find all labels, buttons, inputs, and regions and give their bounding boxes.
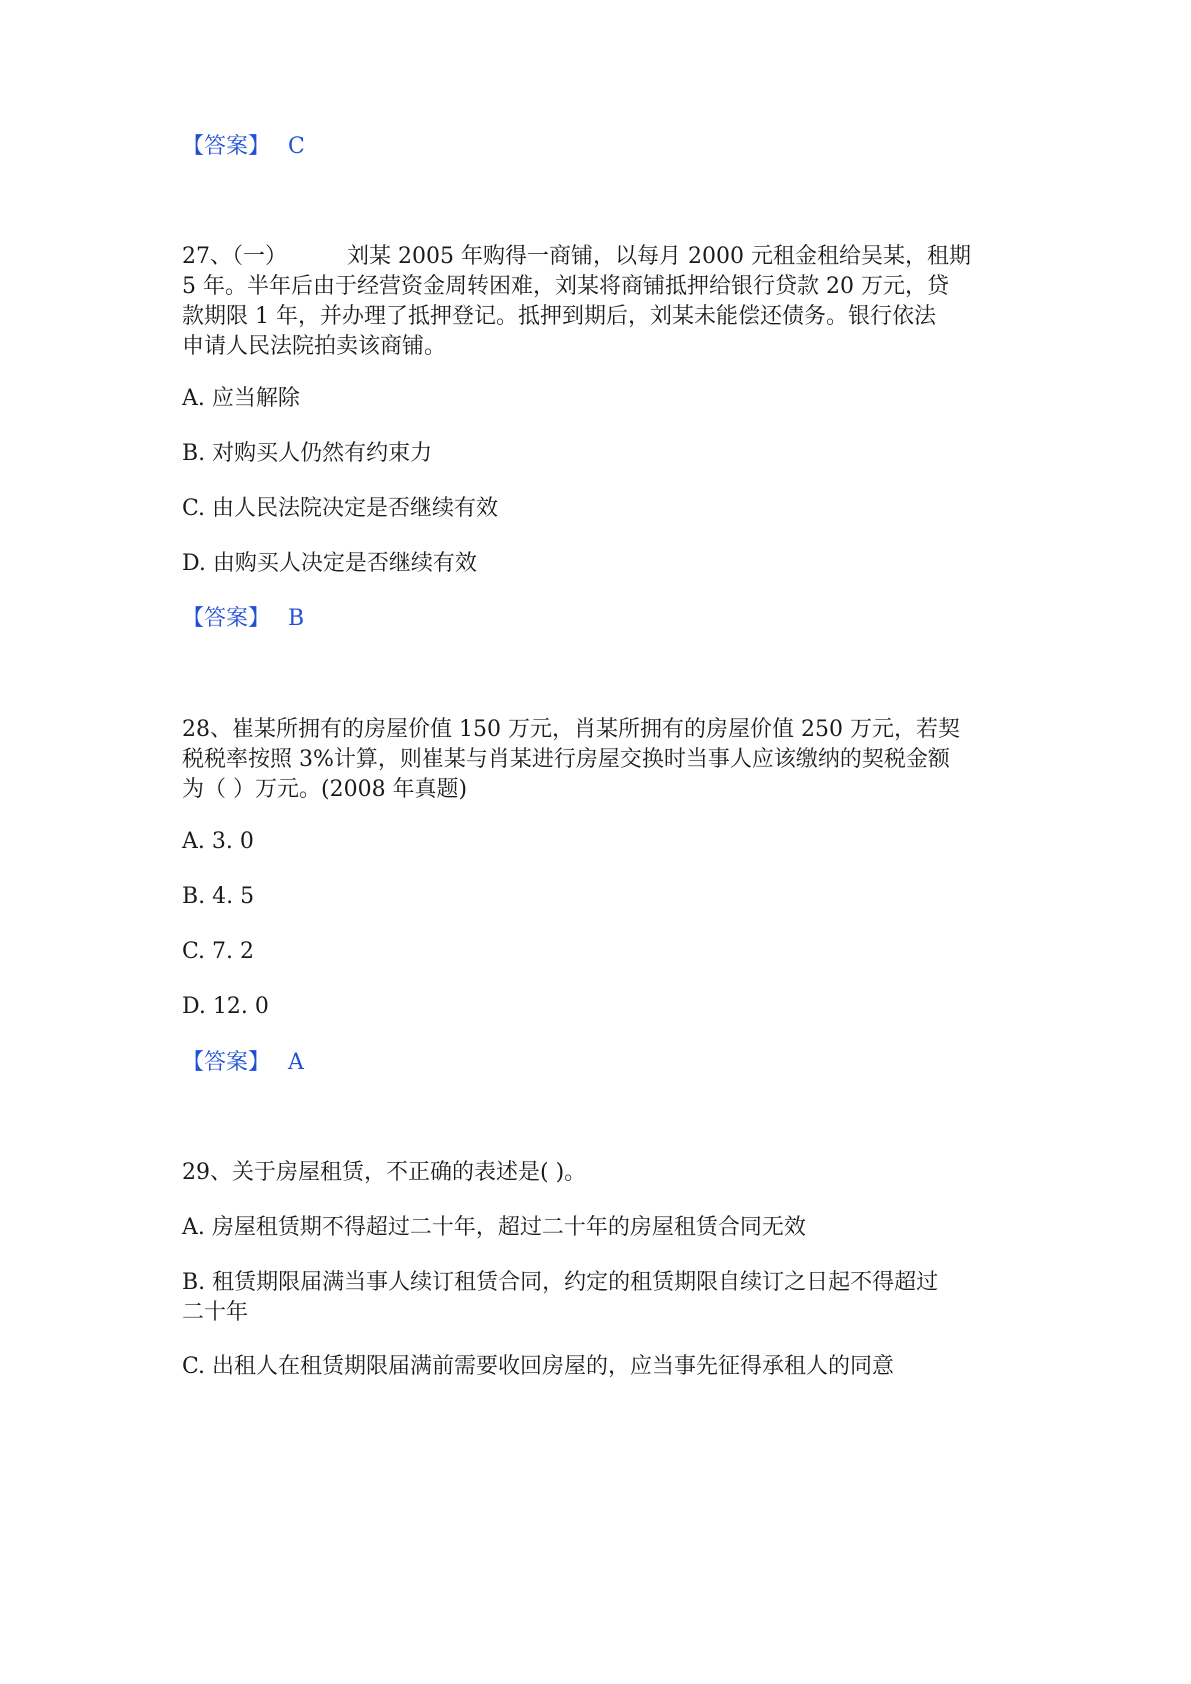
q28-option-b: B. 4. 5 (182, 884, 255, 909)
q29-option-c: C. 出租人在租赁期限届满前需要收回房屋的，应当事先征得承租人的同意 (182, 1354, 895, 1379)
answer-label: 【答案】 (182, 1050, 271, 1075)
answer-label: 【答案】 (182, 606, 271, 631)
q27-option-a: A. 应当解除 (182, 386, 300, 411)
q27-option-d: D. 由购买人决定是否继续有效 (182, 551, 477, 576)
q27-option-c: C. 由人民法院决定是否继续有效 (182, 496, 499, 521)
q26-answer (182, 132, 305, 162)
q27-stem-line-3: 款期限 1 年，并办理了抵押登记。抵押到期后，刘某未能偿还债务。银行依法 (182, 304, 936, 329)
q29-option-a: A. 房屋租赁期不得超过二十年，超过二十年的房屋租赁合同无效 (182, 1215, 806, 1240)
q28-option-c: C. 7. 2 (182, 939, 255, 964)
answer-value: C (288, 134, 305, 159)
q29-option-b-line-1: B. 租赁期限届满当事人续订租赁合同，约定的租赁期限自续订之日起不得超过 (182, 1270, 939, 1295)
answer-label: 【答案】 (182, 134, 271, 159)
q27-stem-line-2: 5 年。半年后由于经营资金周转困难，刘某将商铺抵押给银行贷款 20 万元，贷 (182, 274, 949, 299)
q27-stem-line-4: 申请人民法院拍卖该商铺。 (182, 334, 447, 359)
q29-option-b-line-2: 二十年 (182, 1300, 249, 1325)
q27-option-b: B. 对购买人仍然有约束力 (182, 441, 433, 466)
q28-stem-line-2: 税税率按照 3%计算，则崔某与肖某进行房屋交换时当事人应该缴纳的契税金额 (182, 747, 950, 772)
q28-option-d: D. 12. 0 (182, 994, 269, 1019)
q27-number: 27、（一） (182, 244, 287, 269)
q28-stem-line-1: 28、崔某所拥有的房屋价值 150 万元，肖某所拥有的房屋价值 250 万元，若契 (182, 717, 960, 742)
q27-answer (182, 604, 304, 634)
q27-stem-line-1 (182, 242, 971, 272)
q28-option-a: A. 3. 0 (182, 829, 254, 854)
q27-stem-text: 刘某 2005 年购得一商铺，以每月 2000 元租金租给吴某，租期 (347, 244, 971, 269)
q28-stem-line-3: 为（ ）万元。(2008 年真题) (182, 777, 468, 802)
q29-stem: 29、关于房屋租赁，不正确的表述是( )。 (182, 1160, 587, 1185)
answer-value: B (288, 606, 305, 631)
answer-value: A (288, 1050, 304, 1075)
q28-answer (182, 1048, 304, 1078)
